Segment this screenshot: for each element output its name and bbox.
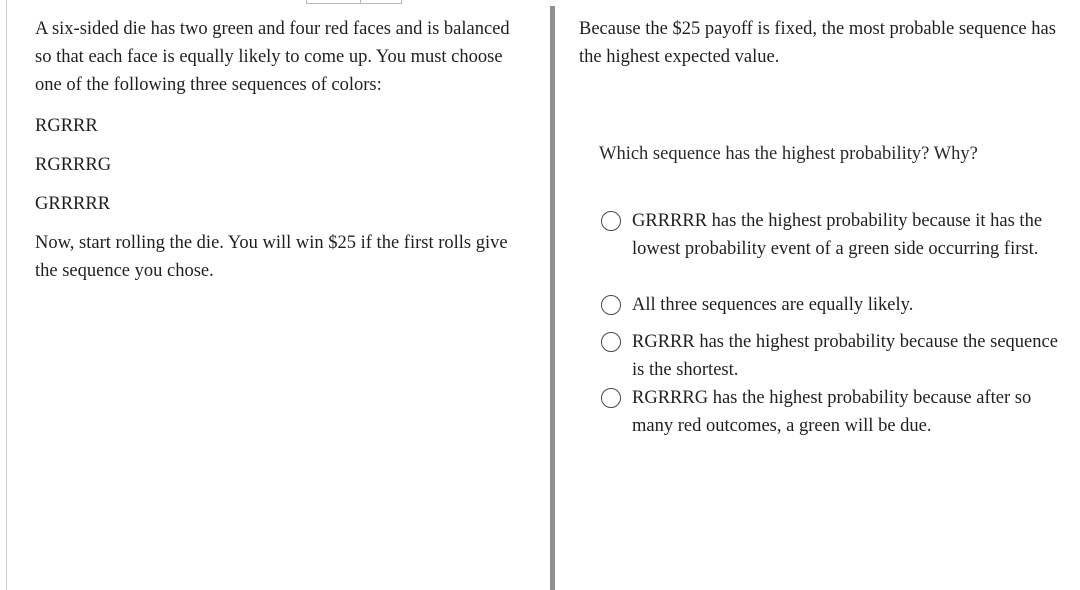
pane-divider[interactable] — [550, 6, 555, 590]
problem-pane — [35, 15, 530, 281]
left-edge-line — [6, 0, 7, 590]
radio-button[interactable] — [601, 295, 621, 315]
rolling-instruction: Now, start rolling the die. You will win $25 if the first rolls give the sequence you chose. — [35, 233, 508, 281]
answer-option-label: All three sequences are equally likely. — [632, 295, 914, 315]
radio-button[interactable] — [601, 211, 621, 231]
sequence-option-2: RGRRRG — [35, 155, 112, 175]
problem-intro: A six-sided die has two green and four red faces and is balanced so that each face is equally likely to come up. You must choose one of the following three sequences of colors: — [35, 19, 510, 95]
radio-button[interactable] — [601, 388, 621, 408]
answer-option-label: GRRRRR has the highest probability because it has the lowest probability event of a green side occurring first. — [632, 211, 1043, 259]
answer-options — [601, 207, 1071, 440]
top-tab-divider — [360, 0, 361, 4]
answer-option[interactable] — [601, 384, 1071, 440]
sequence-option-1: RGRRR — [35, 116, 98, 136]
top-tab — [306, 0, 402, 4]
radio-button[interactable] — [601, 332, 621, 352]
answer-option-label: RGRRR has the highest probability because the sequence is the shortest. — [632, 332, 1058, 380]
question-prompt: Which sequence has the highest probability? Why? — [599, 144, 978, 164]
answer-option-label: RGRRRG has the highest probability because after so many red outcomes, a green will be due. — [632, 388, 1032, 436]
answer-option[interactable] — [601, 207, 1071, 291]
sequence-option-3: GRRRRR — [35, 194, 111, 214]
answer-option[interactable] — [601, 291, 1071, 328]
answer-option[interactable] — [601, 328, 1071, 384]
question-pane — [579, 15, 1074, 71]
statement-text: Because the $25 payoff is fixed, the most probable sequence has the highest expected value. — [579, 19, 1056, 67]
